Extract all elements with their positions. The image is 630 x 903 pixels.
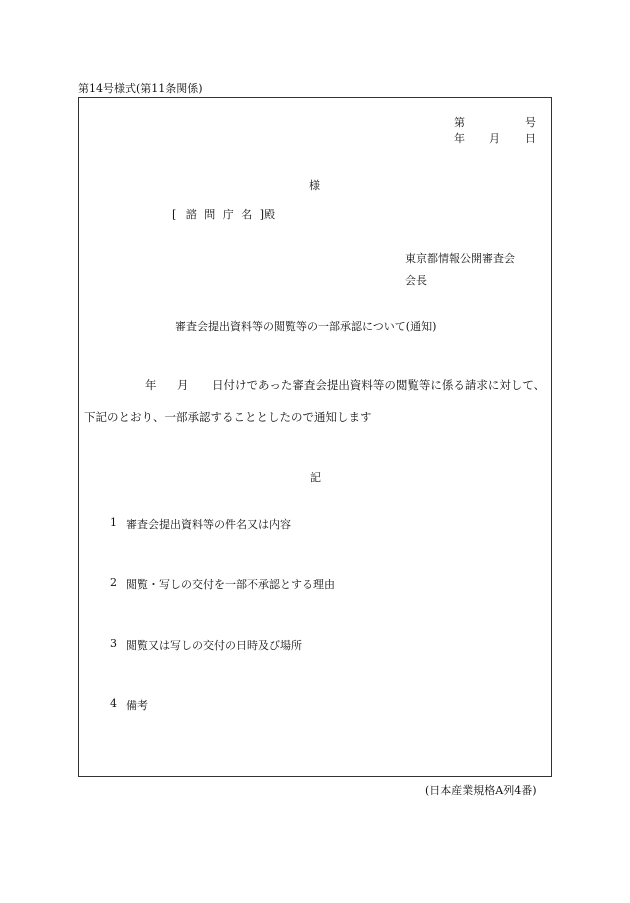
- item-number: 4: [110, 697, 117, 710]
- date-year: 年: [454, 132, 465, 145]
- footer-paper-standard: (日本産業規格A列4番): [425, 784, 537, 797]
- number-prefix: 第: [454, 116, 465, 129]
- notes-heading: 記: [310, 471, 321, 484]
- body-line-2: 下記のとおり、一部承認することとしたので通知します: [84, 410, 372, 424]
- body-line1-text: 日付けであった審査会提出資料等の閲覧等に係る請求に対して、: [212, 378, 546, 392]
- item-text: 審査会提出資料等の件名又は内容: [126, 518, 291, 531]
- item-text: 閲覧・写しの交付を一部不承認とする理由: [126, 578, 335, 591]
- body-month: 月: [177, 378, 189, 392]
- subject-title: 審査会提出資料等の閲覧等の一部承認について(通知): [175, 320, 437, 333]
- item-number: 3: [110, 637, 117, 650]
- agency-bracket-close: ]: [259, 208, 265, 221]
- agency-bracket-open: [: [172, 208, 177, 221]
- date-day: 日: [525, 132, 536, 145]
- body-year: 年: [145, 378, 157, 392]
- date-month: 月: [489, 132, 500, 145]
- item-number: 2: [110, 576, 117, 589]
- document-frame: [78, 97, 552, 777]
- item-text: 備考: [126, 699, 148, 712]
- number-suffix: 号: [525, 116, 536, 129]
- agency-honorific: 殿: [264, 208, 276, 221]
- item-number: 1: [110, 516, 117, 529]
- sender-organization: 東京都情報公開審査会: [405, 252, 515, 265]
- form-label: 第14号様式(第11条関係): [78, 82, 203, 95]
- recipient-agency: [172, 206, 275, 222]
- recipient-honorific: 様: [309, 179, 320, 192]
- agency-name: 諮 問 庁 名: [185, 208, 255, 221]
- item-text: 閲覧又は写しの交付の日時及び場所: [126, 639, 302, 652]
- sender-title: 会長: [405, 274, 427, 287]
